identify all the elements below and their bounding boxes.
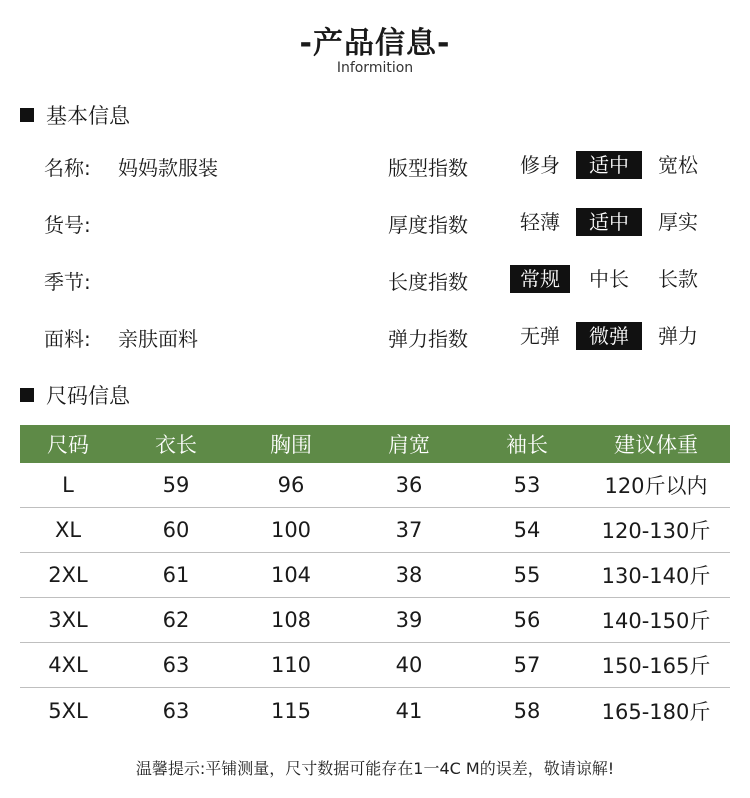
table-cell: 100 <box>270 518 312 542</box>
index-option: 弹力 <box>658 324 698 348</box>
size-info-heading <box>20 380 130 410</box>
table-cell: 38 <box>395 563 423 587</box>
index-label: 厚度指数 <box>388 213 468 237</box>
table-cell: 41 <box>395 698 423 723</box>
table-cell: 53 <box>513 473 541 497</box>
index-option-selected: 微弹 <box>576 322 642 350</box>
table-cell: 37 <box>395 518 423 542</box>
table-cell: 61 <box>162 563 190 587</box>
table-cell: 2XL <box>48 563 88 587</box>
table-cell: 115 <box>270 698 312 723</box>
season-label: 季节: <box>44 270 91 294</box>
name-label: 名称: <box>44 156 91 180</box>
index-label: 长度指数 <box>388 270 468 294</box>
basic-info-heading-text: 基本信息 <box>46 104 130 128</box>
table-cell: 60 <box>162 518 190 542</box>
index-option-selected: 常规 <box>510 265 570 293</box>
table-cell: 59 <box>162 473 190 497</box>
table-row <box>20 598 730 643</box>
table-row <box>20 553 730 598</box>
table-cell: 56 <box>513 608 541 632</box>
index-option-selected: 适中 <box>576 208 642 236</box>
measurement-note: 温馨提示:平铺测量，尺寸数据可能存在1一4C M的误差，敬请谅解! <box>135 759 615 778</box>
item-no-label: 货号: <box>44 213 91 237</box>
index-label: 版型指数 <box>388 156 468 180</box>
column-header: 衣长 <box>155 433 197 457</box>
index-option-selected: 适中 <box>576 151 642 179</box>
index-option: 无弹 <box>520 324 560 348</box>
index-option: 中长 <box>589 267 629 291</box>
table-cell: 96 <box>277 473 305 497</box>
table-cell: XL <box>54 518 82 542</box>
table-row <box>20 643 730 688</box>
basic-info-heading <box>20 100 130 130</box>
table-row <box>20 508 730 553</box>
table-cell: 62 <box>162 608 190 632</box>
column-header: 肩宽 <box>388 433 430 457</box>
table-cell: 4XL <box>48 653 88 677</box>
table-row <box>20 688 730 733</box>
table-cell: 57 <box>513 653 541 677</box>
name-value: 妈妈款服装 <box>118 156 218 180</box>
page-title: -产品信息- <box>299 26 451 61</box>
size-table-header <box>20 425 730 463</box>
size-info-heading-text: 尺码信息 <box>46 384 130 408</box>
index-option: 轻薄 <box>520 210 560 234</box>
square-bullet-icon <box>20 388 34 402</box>
table-cell: 39 <box>395 608 423 632</box>
table-cell: 120斤以内 <box>604 474 708 498</box>
table-cell: 140-150斤 <box>601 609 711 633</box>
table-cell: 3XL <box>48 608 88 632</box>
table-cell: 55 <box>513 563 541 587</box>
table-cell: 54 <box>513 518 541 542</box>
table-cell: 63 <box>162 698 190 723</box>
table-cell: 63 <box>162 653 190 677</box>
index-option: 修身 <box>520 153 560 177</box>
size-table-body <box>20 463 730 733</box>
fabric-label: 面料: <box>44 327 91 351</box>
index-label: 弹力指数 <box>388 327 468 351</box>
table-cell: 120-130斤 <box>601 519 711 543</box>
table-cell: L <box>62 473 74 497</box>
square-bullet-icon <box>20 108 34 122</box>
index-option: 宽松 <box>658 153 698 177</box>
column-header: 袖长 <box>506 433 548 457</box>
index-option: 长款 <box>658 267 698 291</box>
table-cell: 150-165斤 <box>601 654 711 678</box>
column-header: 建议体重 <box>614 433 698 457</box>
table-cell: 104 <box>270 563 312 587</box>
table-cell: 130-140斤 <box>601 564 711 588</box>
fabric-value: 亲肤面料 <box>118 327 198 351</box>
table-cell: 5XL <box>48 698 88 723</box>
table-cell: 58 <box>513 698 541 723</box>
page-subtitle: Informition <box>336 60 414 76</box>
index-option: 厚实 <box>658 210 698 234</box>
table-cell: 36 <box>395 473 423 497</box>
table-row <box>20 463 730 508</box>
table-cell: 110 <box>270 653 312 677</box>
table-cell: 165-180斤 <box>601 699 711 724</box>
column-header: 尺码 <box>47 433 89 457</box>
column-header: 胸围 <box>270 433 312 457</box>
size-table <box>20 425 730 733</box>
table-cell: 40 <box>395 653 423 677</box>
table-cell: 108 <box>270 608 312 632</box>
